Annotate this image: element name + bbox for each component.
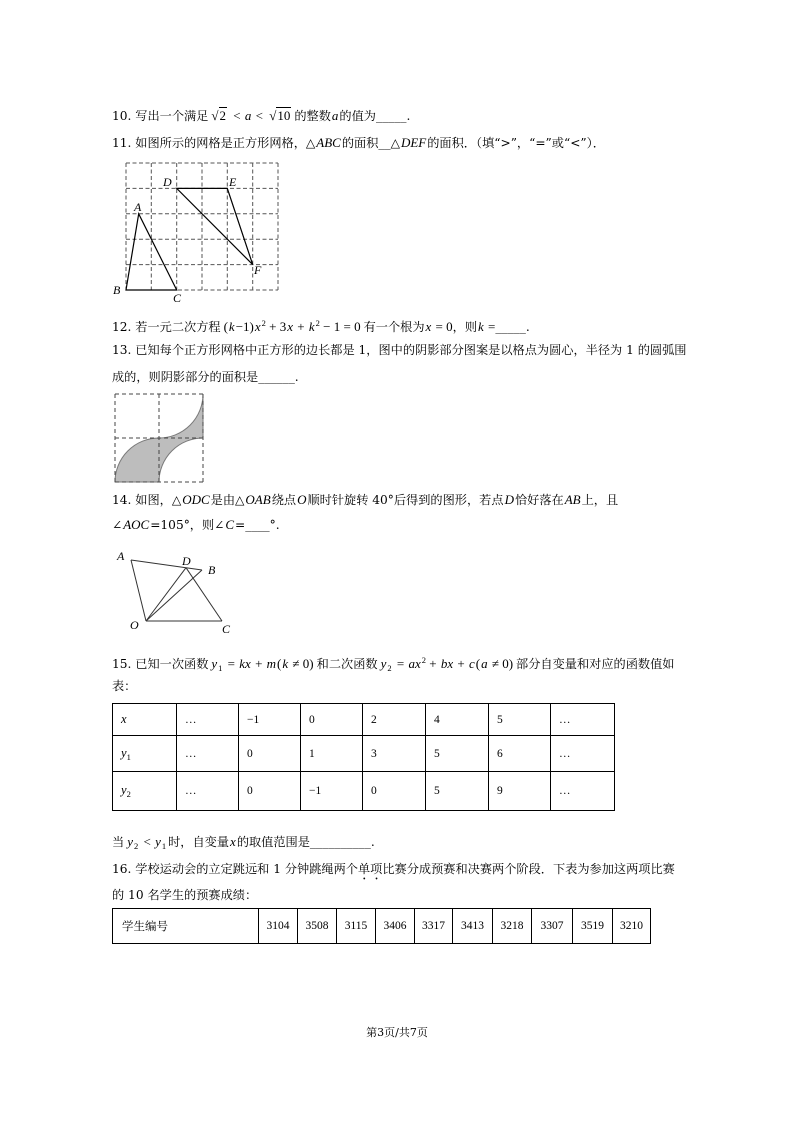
q15-text: 和二次函数 [316,657,378,671]
question-13-line-2: 成的，则阴影部分的面积是______. [112,370,299,384]
row-header-student-id: 学生编号 [113,909,259,944]
table-cell: 3218 [493,909,532,944]
label-d: D [182,554,191,568]
math-var-k: k [308,319,315,334]
q12-text: 有一个根为 [363,320,425,334]
subscript: 1 [126,751,131,762]
table-cell: 3413 [453,909,493,944]
label-e: E [229,175,237,189]
table-cell: … [551,704,615,736]
math-equals: = [484,319,496,334]
math-var-y: y [211,656,218,671]
segment-ob [146,570,202,621]
subscript: 1 [161,841,167,851]
q14-text: 14. 如图，△ [112,493,182,507]
segment-ab-name: AB [564,492,581,507]
table-cell: 0 [239,772,301,811]
q11-text: 11. 如图所示的网格是正方形网格，△ [112,136,316,150]
triangle-def-name: DEF [400,135,427,150]
emphasized-text: 单项 [357,862,383,876]
math-var-c: c [468,656,475,671]
table-cell: −1 [239,704,301,736]
label-b: B [113,283,121,297]
q15-text: 当 [112,835,125,849]
table-cell: 3210 [613,909,651,944]
table-cell: 3519 [573,909,613,944]
q14-text: 是由△ [210,493,245,507]
triangle-odc-name: ODC [182,492,210,507]
math-var-y: y [380,656,387,671]
exponent: 2 [261,318,266,328]
math-term: + 3 [265,319,287,334]
angle-sign: ∠ [112,518,123,532]
math-var-x: x [287,319,294,334]
math-var-k: k [228,319,235,334]
q14-answer-blank: =____°. [235,518,280,532]
q12-text: 12. 若一元二次方程 [112,320,221,334]
math-var-m: m [266,656,277,671]
less-than: < [252,108,267,123]
math-var-a: a [331,108,339,123]
math-equals: = [393,656,408,671]
table-cell: 2 [363,704,426,736]
q14-text: =105°，则∠ [150,518,225,532]
math-term-bx: bx [440,656,454,671]
table-cell: 3317 [415,909,453,944]
table-cell: −1 [301,772,363,811]
q14-text: 上，且 [581,493,619,507]
q15-text: 时，自变量 [168,835,230,849]
q16-text: 16. 学校运动会的立定跳远和 1 分钟跳绳两个 [112,862,358,876]
label-c: C [173,291,182,305]
table-cell: … [177,736,239,772]
label-c: C [222,622,231,636]
subscript: 2 [126,789,131,799]
math-term: − 1 = 0 [319,319,361,334]
sqrt-sign: √ [269,108,277,123]
q11-text: 的面积．（填“>”，“=”或“<”）． [427,136,605,150]
subscript: 1 [218,663,223,673]
math-paren: ( [223,319,228,334]
q10-answer-blank: 的值为_____. [339,109,411,123]
q10-text: 10. 写出一个满足 [112,109,209,123]
math-plus: + [251,656,266,671]
segment-dc [186,568,222,621]
table-cell: 0 [239,736,301,772]
table-cell: … [177,704,239,736]
label-o: O [130,618,139,632]
table-cell: 0 [301,704,363,736]
math-term: = 0 [432,319,453,334]
label-a: A [117,549,125,563]
table-cell: 3115 [337,909,376,944]
point-d-name: D [504,492,514,507]
table-cell: 1 [301,736,363,772]
math-condition: ≠ 0) [289,656,314,671]
math-var-a: a [481,656,488,671]
math-var-y: y [127,834,133,849]
table-cell: 5 [489,704,551,736]
triangle-oab-name: OAB [245,492,271,507]
table-cell: 3508 [298,909,337,944]
math-term-kx: kx [239,656,251,671]
table-cell: 0 [363,772,426,811]
table-cell: 6 [489,736,551,772]
label-f: F [254,263,262,277]
math-term-ax: ax [408,656,421,671]
segment-ab [131,560,202,570]
table-cell: 4 [426,704,489,736]
q14-text: 恰好落在 [514,493,564,507]
exponent: 2 [421,655,426,665]
math-paren: ( [475,656,481,671]
q12-answer-blank: _____. [495,320,530,334]
q12-text: ，则 [452,320,478,334]
figure-11 [113,163,278,305]
math-var-x: x [121,712,127,726]
math-condition: ≠ 0) [488,656,514,671]
q14-text: 顺时针旋转 40°后得到的图形，若点 [307,493,504,507]
page-number: 第3页/共7页 [366,1026,428,1039]
segment-od [146,568,186,621]
angle-aoc-name: AOC [123,517,150,532]
math-var-y: y [155,834,161,849]
label-d: D [163,175,172,189]
table-cell: 5 [426,772,489,811]
q15-answer-blank: 的取值范围是__________. [236,835,375,849]
exponent: 2 [315,318,320,328]
table-cell: … [551,736,615,772]
math-var-k: k [282,656,289,671]
math-var-y: y [121,745,127,760]
figure-13 [115,394,203,482]
q15-text: 15. 已知一次函数 [112,657,209,671]
label-b: B [208,563,216,577]
triangle-abc-name: ABC [316,135,341,150]
subscript: 2 [133,841,139,851]
label-a: A [134,200,142,214]
point-o-name: O [297,492,307,507]
radicand: 2 [219,108,227,123]
math-var-x: x [425,319,432,334]
q15-text: 部分自变量和对应的函数值如 [516,657,675,671]
less-than: < [230,108,244,123]
point-c-name: C [225,517,235,532]
sqrt-sign: √ [211,108,219,123]
q11-text: 的面积__△ [341,136,400,150]
triangle-def [177,188,253,264]
subscript: 2 [387,663,392,673]
q14-text: 绕点 [271,493,297,507]
table-cell: … [177,772,239,811]
table-cell: 3406 [376,909,415,944]
math-plus: + [454,656,468,671]
segment-oa [131,560,146,621]
table-cell: 3307 [532,909,573,944]
less-than: < [140,834,155,849]
table-cell: … [551,772,615,811]
table-cell: 5 [426,736,489,772]
math-paren: ( [277,656,282,671]
question-15-line-2: 表： [112,679,137,693]
question-13-line-1: 13. 已知每个正方形网格中正方形的边长都是 1，图中的阴影部分图案是以格点为圆心，半径为 1 的圆弧围 [112,343,687,357]
math-var-k: k [478,319,484,334]
math-var-a: a [244,108,252,123]
math-equals: = [224,656,239,671]
math-term: −1) [235,319,254,334]
math-var-y: y [121,783,127,797]
radicand: 10 [277,108,291,123]
question-16-line-2: 的 10 名学生的预赛成绩： [112,888,258,902]
math-plus: + [294,319,308,334]
q16-text: 比赛分成预赛和决赛两个阶段．下表为参加这两项比赛 [382,862,675,876]
table-cell: 3 [363,736,426,772]
table-cell: 3104 [259,909,298,944]
math-var-x: x [230,834,236,849]
q10-text: 的整数 [294,109,331,123]
math-plus: + [425,656,440,671]
table-cell: 9 [489,772,551,811]
math-var-x: x [254,319,261,334]
